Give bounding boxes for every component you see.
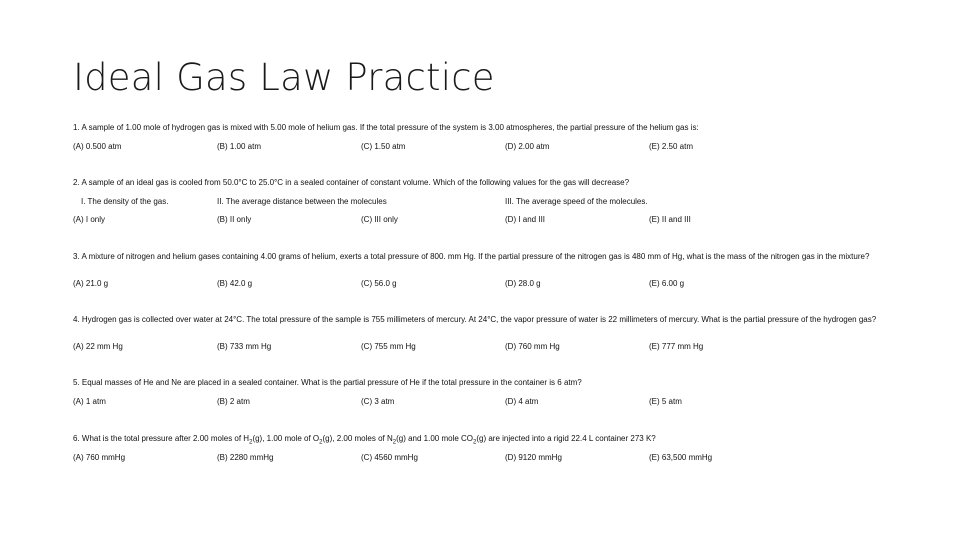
option-e[interactable]: (E) II and III	[649, 215, 691, 224]
question-4-options	[73, 342, 873, 352]
option-b[interactable]: (B) 733 mm Hg	[217, 342, 272, 351]
question-6-text: 6. What is the total pressure after 2.00 moles of $H_2(g)$, 1.00 mole of $O_2(g)$, 2.00 moles of $N_2(g)$ and 1.00 mole $CO_2(g)$ are injected into a rigid 22.4 L container 273 K?	[73, 434, 656, 446]
option-c[interactable]: (C) 3 atm	[361, 397, 395, 406]
question-6-options	[73, 453, 873, 463]
statement-iii: III. The average speed of the molecules.	[505, 197, 648, 206]
question-2-text: 2. A sample of an ideal gas is cooled from 50.0°C to 25.0°C in a sealed container of constant volume. Which of the following values for the gas will decrease?	[73, 178, 630, 187]
question-5-options	[73, 397, 873, 407]
option-a[interactable]: (A) I only	[73, 215, 106, 224]
statement-i: I. The density of the gas.	[81, 197, 169, 206]
question-3-text: 3. A mixture of nitrogen and helium gases containing 4.00 grams of helium, exerts a total pressure of 800. mm Hg. If the partial pressure of the nitrogen gas is 480 mm of Hg, what is the mass of the nitrogen gas in the mixture?	[73, 252, 870, 261]
page-title: Ideal Gas Law Practice	[73, 56, 495, 99]
option-e[interactable]: (E) 2.50 atm	[649, 142, 694, 151]
option-a[interactable]: (A) 21.0 g	[73, 279, 109, 288]
option-d[interactable]: (D) 9120 mmHg	[505, 453, 562, 462]
option-b[interactable]: (B) 1.00 atm	[217, 142, 262, 151]
option-d[interactable]: (D) 4 atm	[505, 397, 539, 406]
option-e[interactable]: (E) 63,500 mmHg	[649, 453, 713, 462]
option-e[interactable]: (E) 5 atm	[649, 397, 682, 406]
option-a[interactable]: (A) 22 mm Hg	[73, 342, 123, 351]
question-2-statements	[73, 197, 873, 207]
option-c[interactable]: (C) III only	[361, 215, 398, 224]
question-5-text: 5. Equal masses of He and Ne are placed in a sealed container. What is the partial pressure of He if the total pressure in the container is 6 atm?	[73, 378, 582, 387]
statement-ii: II. The average distance between the molecules	[217, 197, 387, 206]
option-a[interactable]: (A) 0.500 atm	[73, 142, 122, 151]
option-a[interactable]: (A) 1 atm	[73, 397, 106, 406]
question-2-options	[73, 215, 873, 225]
option-e[interactable]: (E) 777 mm Hg	[649, 342, 704, 351]
option-b[interactable]: (B) 42.0 g	[217, 279, 253, 288]
question-4-text: 4. Hydrogen gas is collected over water at 24°C. The total pressure of the sample is 755 millimeters of mercury. At 24°C, the vapor pressure of water is 22 millimeters of mercury. What is the partial pressure of the hydrogen gas?	[73, 315, 877, 324]
option-d[interactable]: (D) 760 mm Hg	[505, 342, 560, 351]
question-1-options	[73, 142, 873, 152]
option-c[interactable]: (C) 56.0 g	[361, 279, 397, 288]
question-3-options	[73, 279, 873, 289]
option-d[interactable]: (D) 28.0 g	[505, 279, 541, 288]
option-c[interactable]: (C) 1.50 atm	[361, 142, 406, 151]
option-b[interactable]: (B) II only	[217, 215, 252, 224]
option-d[interactable]: (D) I and III	[505, 215, 546, 224]
option-c[interactable]: (C) 755 mm Hg	[361, 342, 416, 351]
option-b[interactable]: (B) 2 atm	[217, 397, 250, 406]
option-e[interactable]: (E) 6.00 g	[649, 279, 685, 288]
option-c[interactable]: (C) 4560 mmHg	[361, 453, 418, 462]
option-b[interactable]: (B) 2280 mmHg	[217, 453, 274, 462]
option-d[interactable]: (D) 2.00 atm	[505, 142, 550, 151]
option-a[interactable]: (A) 760 mmHg	[73, 453, 126, 462]
question-1-text: 1. A sample of 1.00 mole of hydrogen gas is mixed with 5.00 mole of helium gas. If the total pressure of the system is 3.00 atmospheres, the partial pressure of the helium gas is:	[73, 123, 699, 132]
